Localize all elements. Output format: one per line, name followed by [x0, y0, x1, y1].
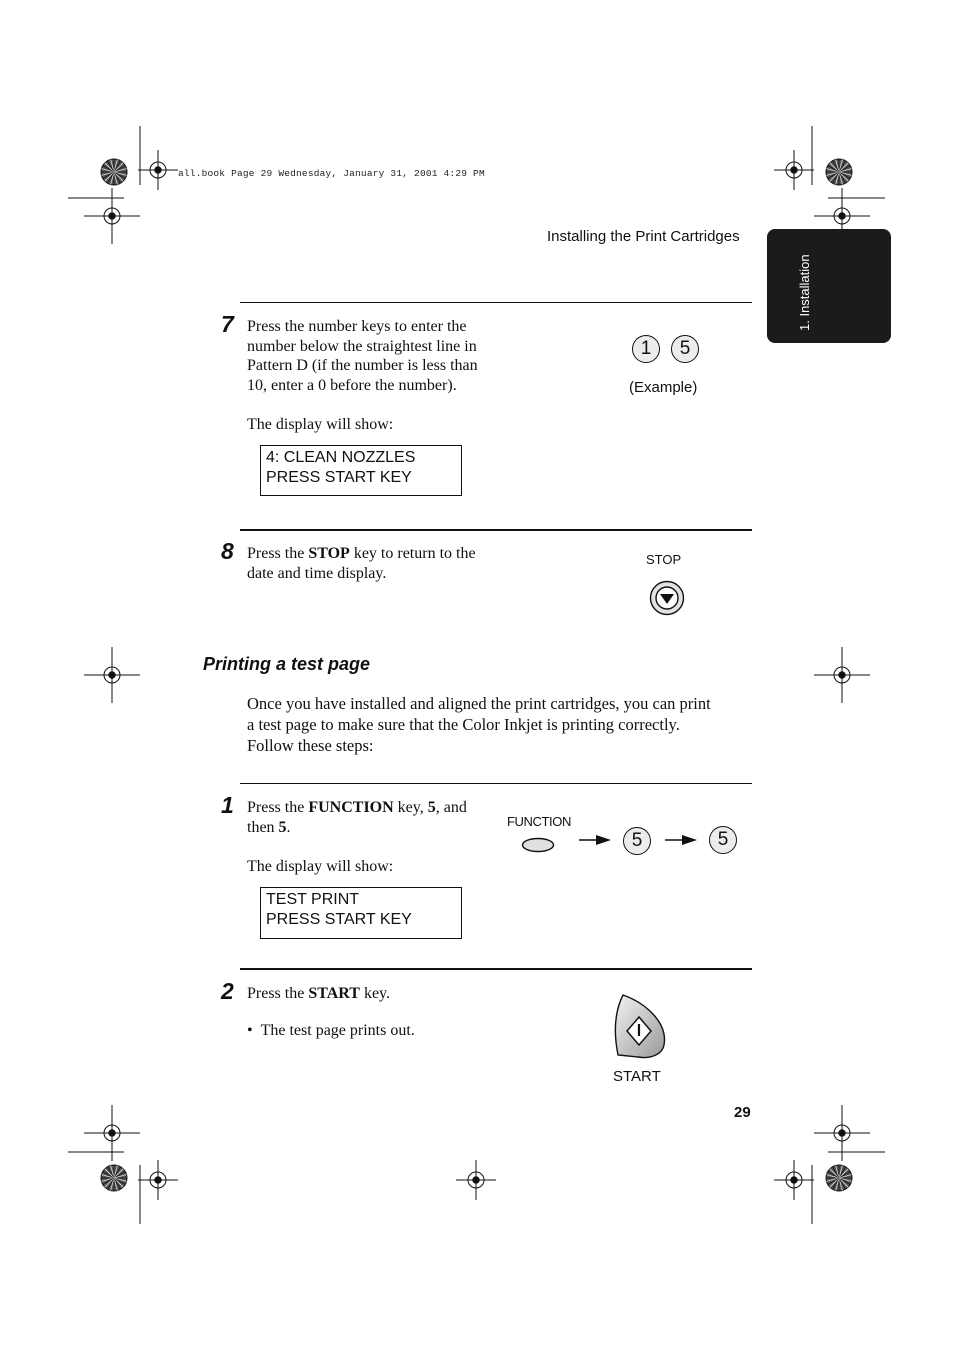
step2-rule [240, 968, 752, 970]
step8-rule [240, 529, 752, 531]
step1-rule [240, 783, 752, 784]
registration-crosshair [814, 647, 870, 703]
page-number: 29 [734, 1104, 751, 1121]
step1-number: 1 [221, 792, 234, 818]
step2-text: Press the START key. [247, 985, 390, 1002]
registration-starburst [101, 1165, 127, 1191]
section-title: Printing a test page [203, 654, 371, 674]
step8-text: Press the STOP key to return to the date and time display. [247, 545, 476, 582]
lcd-line: TEST PRINT [266, 891, 360, 908]
step1-text: Press the FUNCTION key, 5, and then 5. [247, 799, 467, 836]
function-key-icon [521, 836, 557, 854]
chapter-tab-label: 1. Installation [797, 254, 812, 331]
registration-crosshair [774, 1160, 814, 1200]
number-key-5: 5 [623, 827, 651, 855]
function-label: FUNCTION [507, 814, 571, 829]
registration-crosshair [814, 1105, 870, 1161]
start-key-icon [612, 993, 668, 1063]
step7-line: Pattern D (if the number is less than [247, 357, 478, 374]
lcd-line: PRESS START KEY [266, 469, 412, 486]
registration-starburst [826, 1165, 852, 1191]
number-key-5: 5 [671, 335, 699, 363]
registration-starburst [826, 159, 852, 185]
example-caption: (Example) [629, 379, 698, 396]
step7-line: Press the number keys to enter the [247, 318, 467, 335]
lcd-line: PRESS START KEY [266, 911, 412, 928]
step7-lcd-display [260, 445, 462, 496]
section-intro: Once you have installed and aligned the print cartridges, you can print a test page to make sure that the Color Inkjet is printing correctly. Follow these steps: [247, 694, 711, 755]
arrow-right-icon [664, 834, 700, 846]
step7-display-intro: The display will show: [247, 416, 394, 433]
chapter-tab [767, 229, 891, 343]
stop-key-icon [649, 580, 685, 616]
bullet-icon: • [247, 1022, 253, 1039]
stop-key-name: STOP [308, 545, 350, 562]
running-header: Installing the Print Cartridges [547, 228, 740, 245]
step7-line: number below the straightest line in [247, 337, 477, 355]
lcd-line: 4: CLEAN NOZZLES [266, 449, 416, 466]
step8-number: 8 [221, 538, 234, 564]
registration-crosshair [456, 1160, 496, 1200]
step7-line: 10, enter a 0 before the number). [247, 376, 457, 394]
step7-text [247, 317, 527, 395]
registration-crosshair [84, 1105, 140, 1161]
step7-number: 7 [221, 311, 234, 337]
number-key-1: 1 [632, 335, 660, 363]
start-key-name: START [308, 985, 360, 1002]
function-key-name: FUNCTION [308, 799, 394, 816]
start-label: START [613, 1068, 661, 1085]
arrow-right-icon [578, 834, 614, 846]
step2-bullet: • The test page prints out. [247, 1022, 415, 1039]
registration-crosshair [774, 150, 814, 190]
stop-label: STOP [646, 552, 682, 567]
file-slug: all.book Page 29 Wednesday, January 31, 2001 4:29 PM [178, 168, 485, 179]
registration-starburst [101, 159, 127, 185]
registration-crosshair [84, 188, 140, 244]
registration-crosshair [138, 150, 178, 190]
step2-number: 2 [221, 978, 234, 1004]
number-key-5: 5 [709, 826, 737, 854]
step7-rule [240, 302, 752, 303]
registration-crosshair [138, 1160, 178, 1200]
step1-display-intro: The display will show: [247, 858, 394, 875]
registration-crosshair [84, 647, 140, 703]
step1-lcd-display [260, 887, 462, 939]
